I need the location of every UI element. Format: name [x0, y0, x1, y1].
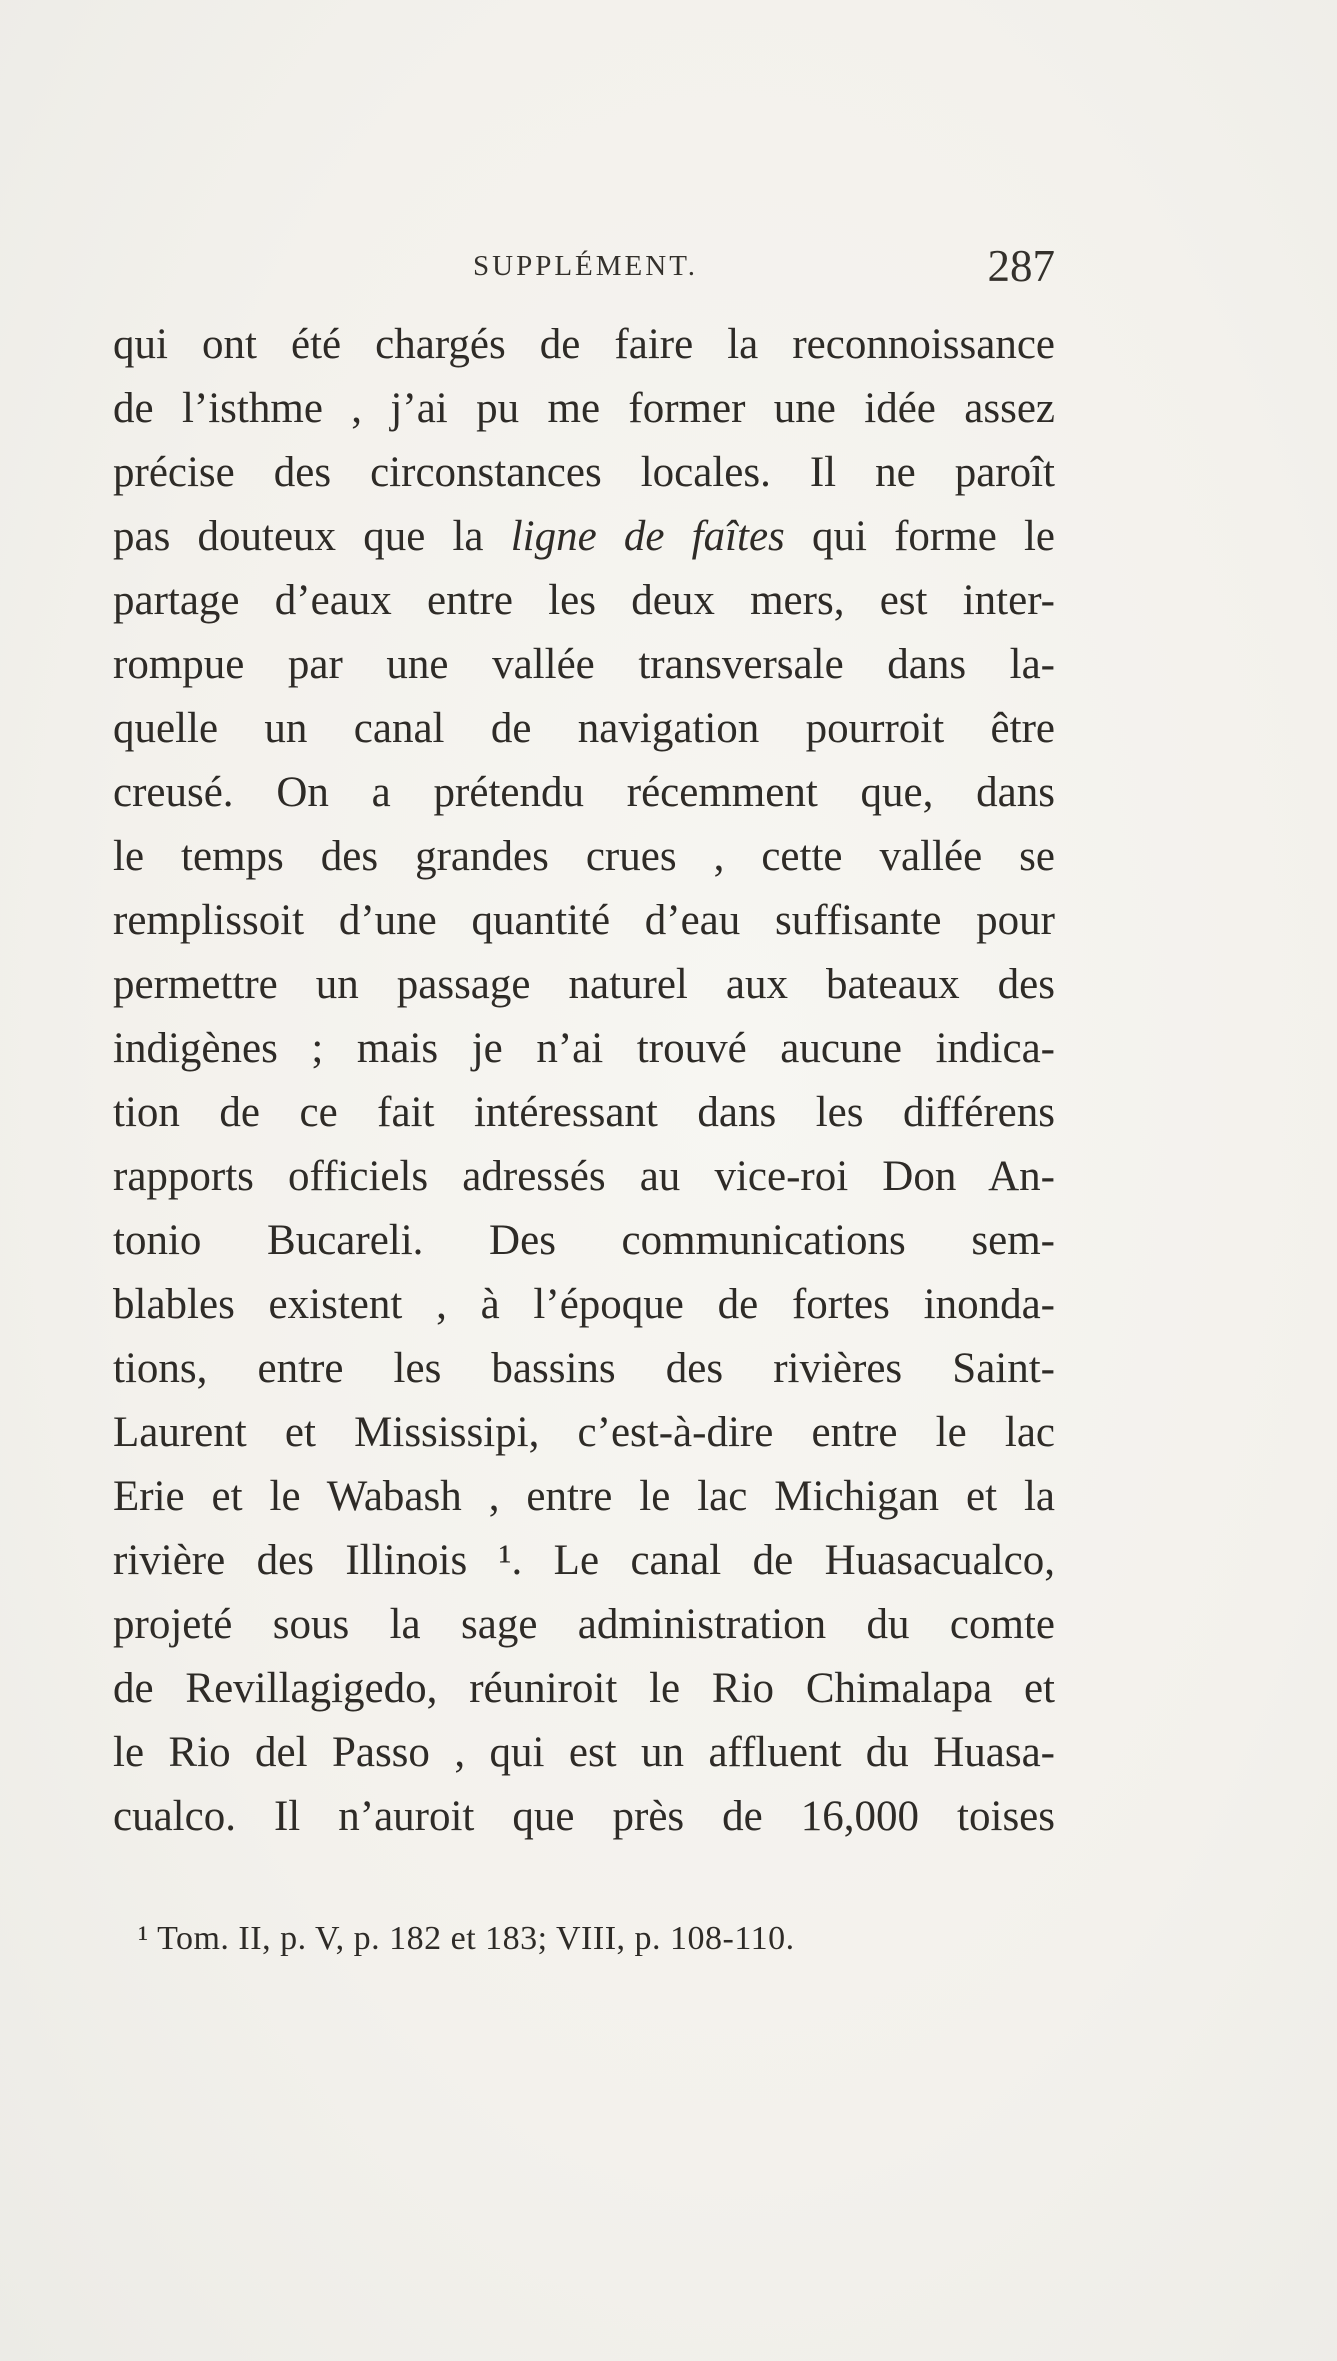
text-line: tonio Bucareli. Des communications sem-: [113, 1217, 1055, 1264]
text-line: tions, entre les bassins des rivières Saint-: [113, 1345, 1055, 1392]
text-line: le temps des grandes crues , cette vallée se: [113, 833, 1055, 880]
text-line: le Rio del Passo , qui est un affluent du Huasa-: [113, 1729, 1055, 1776]
text-line: quelle un canal de navigation pourroit être: [113, 705, 1055, 752]
footnote: ¹ Tom. II, p. V, p. 182 et 183; VIII, p. 108-110.: [138, 1920, 795, 1957]
italic-phrase: ligne de faîtes: [510, 513, 785, 560]
text-line: projeté sous la sage administration du comte: [113, 1601, 1055, 1648]
text-line: blables existent , à l’époque de fortes inonda-: [113, 1281, 1055, 1328]
footnote-area: [138, 1920, 988, 1958]
text-line: de Revillagigedo, réuniroit le Rio Chimalapa et: [113, 1665, 1055, 1712]
text-line: qui ont été chargés de faire la reconnoissance: [113, 321, 1055, 368]
text-line: rivière des Illinois ¹. Le canal de Huasacualco,: [113, 1537, 1055, 1584]
text-line: pas douteux que la ligne de faîtes qui forme le: [113, 513, 1055, 560]
running-title: SUPPLÉMENT.: [473, 250, 699, 282]
text-line: Erie et le Wabash , entre le lac Michigan et la: [113, 1473, 1055, 1520]
text-line: remplissoit d’une quantité d’eau suffisante pour: [113, 897, 1055, 944]
running-head: [113, 240, 1055, 300]
text-line: Laurent et Mississipi, c’est-à-dire entre le lac: [113, 1409, 1055, 1456]
text-line: permettre un passage naturel aux bateaux des: [113, 961, 1055, 1008]
page-number: 287: [987, 241, 1055, 291]
text-line: précise des circonstances locales. Il ne paroît: [113, 449, 1055, 496]
text-line: rompue par une vallée transversale dans la-: [113, 641, 1055, 688]
text-line: creusé. On a prétendu récemment que, dans: [113, 769, 1055, 816]
text-line: tion de ce fait intéressant dans les différens: [113, 1089, 1055, 1136]
text-line: indigènes ; mais je n’ai trouvé aucune indica-: [113, 1025, 1055, 1072]
body-text: [113, 313, 1055, 1849]
text-line: partage d’eaux entre les deux mers, est inter-: [113, 577, 1055, 624]
text-line: cualco. Il n’auroit que près de 16,000 toises: [113, 1793, 1055, 1840]
text-line: rapports officiels adressés au vice-roi Don An-: [113, 1153, 1055, 1200]
text-line: de l’isthme , j’ai pu me former une idée assez: [113, 385, 1055, 432]
